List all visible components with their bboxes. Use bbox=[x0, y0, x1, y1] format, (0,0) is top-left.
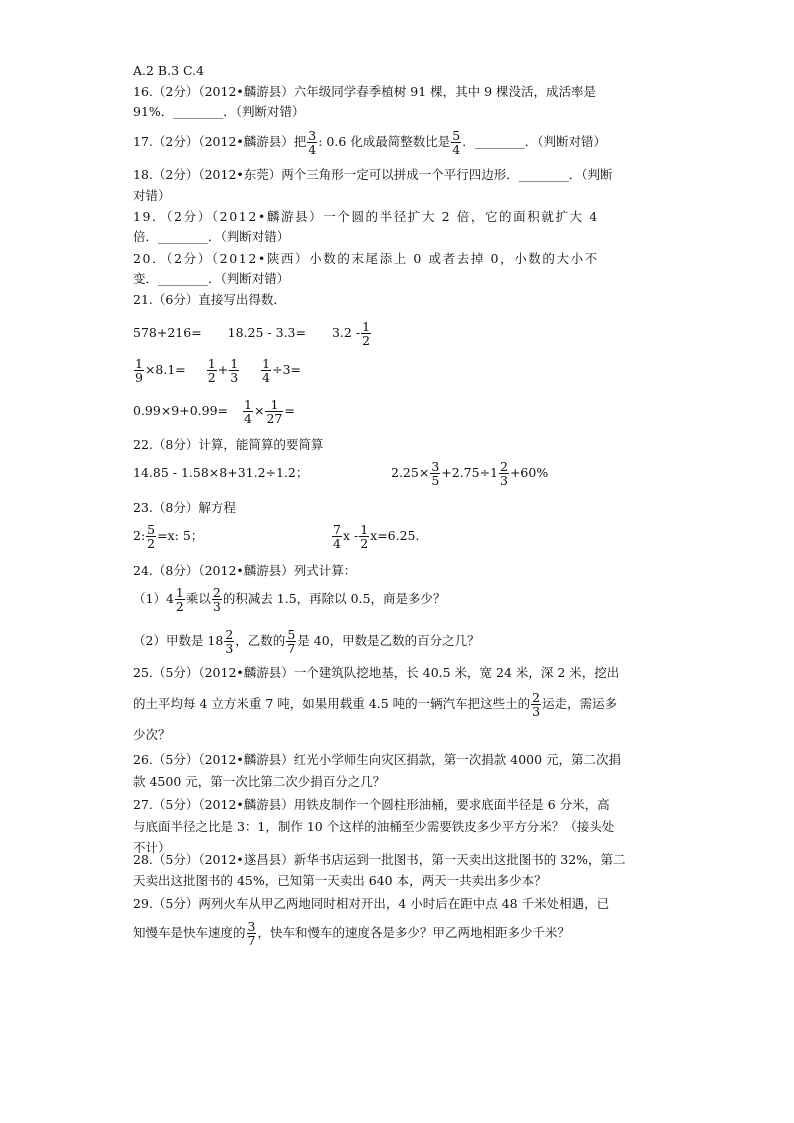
q29-line1: 29.（5分）两列火车从甲乙两地同时相对开出，4 小时后在距中点 48 千米处相遇，已 bbox=[133, 896, 610, 911]
q21-item-8-fraction-b: $\frac{1}{27}$ bbox=[266, 397, 283, 426]
q28-line1: 28.（5分）（2012•遂昌县）新华书店运到一批图书，第一天卖出这批图书的 32%，第二 bbox=[133, 852, 626, 867]
q25-line3: 少次？ bbox=[133, 727, 171, 742]
q23-fraction-c: $\frac{1}{2}$ bbox=[360, 522, 369, 551]
q18-line2: 对错） bbox=[133, 188, 171, 203]
q23-equation-1: 2: $\frac{5}{2}$ =x: 5； bbox=[133, 522, 204, 551]
q25-line1: 25.（5分）（2012•麟游县）一个建筑队挖地基，长 40.5 米，宽 24 米，深 2 米，挖出 bbox=[133, 665, 620, 680]
q22-title: 22.（8分）计算，能简算的要简算 bbox=[133, 437, 324, 452]
q28-line2: 天卖出这批图书的 45%，已知第一天卖出 640 本，两天一共卖出多少本？ bbox=[133, 873, 547, 888]
q23-fraction-b: $\frac{7}{4}$ bbox=[333, 522, 341, 551]
q21-title: 21.（6分）直接写出得数． bbox=[133, 292, 286, 307]
q21-item-3: 3.2 - bbox=[331, 325, 361, 340]
q17-line bbox=[133, 127, 606, 157]
q20-line2: 变．________．（判断对错） bbox=[133, 271, 290, 286]
q23-equation-2: $\frac{7}{4}$ x - $\frac{1}{2}$ x=6.25． bbox=[333, 522, 429, 551]
q24-fraction-d: $\frac{5}{7}$ bbox=[287, 627, 296, 656]
q21-row2 bbox=[133, 355, 301, 385]
q22-fraction-a: $\frac{3}{5}$ bbox=[431, 459, 440, 488]
q24-title: 24.（8分）（2012•麟游县）列式计算： bbox=[133, 563, 357, 578]
q19-line1: 19．（2分）（2012•麟游县）一个圆的半径扩大 2 倍，它的面积就扩大 4 bbox=[133, 209, 599, 224]
q21-item-8-equals: = bbox=[284, 403, 295, 418]
q21-item-8-fraction-a: $\frac{1}{4}$ bbox=[244, 397, 252, 426]
q25-fraction: $\frac{2}{3}$ bbox=[532, 690, 541, 719]
q21-item-7: 0.99×9+0.99= bbox=[133, 403, 229, 418]
q21-item-1: 578+216= bbox=[133, 325, 202, 340]
q25-line2: 的土平均每 4 立方米重 7 吨，如果用载重 4.5 吨的一辆汽车把这些土的 $\frac{2}{3}$ 运走，需运多 bbox=[133, 690, 618, 719]
q27-line2: 与底面半径之比是 3：1，制作 10 个这样的油桶至少需要铁皮多少平方分米？（接头处 bbox=[133, 819, 615, 834]
q20-line1: 20．（2分）（2012•陕西）小数的末尾添上 0 或者去掉 0，小数的大小不 bbox=[133, 251, 599, 266]
q16-line2: 91%．________．（判断对错） bbox=[133, 104, 305, 119]
q21-item-2: 18.25 - 3.3= bbox=[227, 325, 306, 340]
q24-fraction-b: $\frac{2}{3}$ bbox=[212, 585, 221, 614]
q18-line1: 18.（2分）（2012•东莞）两个三角形一定可以拼成一个平行四边形．________．（判断 bbox=[133, 167, 613, 182]
q22-fraction-b: $\frac{2}{3}$ bbox=[500, 459, 508, 488]
q21-item-5-operator: + bbox=[217, 362, 229, 377]
q24-part-2: （2）甲数是 18 $\frac{2}{3}$ ，乙数的 $\frac{5}{7}$ 是 40，甲数是乙数的百分之几？ bbox=[133, 627, 480, 656]
q21-item-3-fraction: $\frac{1}{2}$ bbox=[362, 319, 371, 348]
q19-line2: 倍．________．（判断对错） bbox=[133, 229, 290, 244]
q29-fraction: $\frac{3}{7}$ bbox=[247, 919, 256, 948]
q17-prefix: 17.（2分）（2012•麟游县）把 bbox=[133, 134, 307, 149]
q21-item-4: ×8.1= bbox=[144, 362, 186, 377]
q24-fraction-c: $\frac{2}{3}$ bbox=[225, 627, 234, 656]
q21-item-5-fraction-b: $\frac{1}{3}$ bbox=[230, 356, 239, 385]
q22-expression-2: 2.25× $\frac{3}{5}$ +2.75÷1 $\frac{2}{3}$ +60% bbox=[391, 459, 549, 488]
q23-fraction-a: $\frac{5}{2}$ bbox=[147, 522, 156, 551]
q16-line1: 16.（2分）（2012•麟游县）六年级同学春季植树 91 棵，其中 9 棵没活，成活率是 bbox=[133, 84, 597, 99]
q26-line1: 26.（5分）（2012•麟游县）红光小学师生向灾区捐款，第一次捐款 4000 元，第二次捐 bbox=[133, 752, 622, 767]
q21-item-4-fraction: $\frac{1}{9}$ bbox=[135, 356, 143, 385]
q29-line2: 知慢车是快车速度的 $\frac{3}{7}$ ，快车和慢车的速度各是多少？甲乙两地相距多少千米？ bbox=[133, 919, 570, 948]
q24-fraction-a: $\frac{1}{2}$ bbox=[175, 585, 184, 614]
q21-item-8-operator: × bbox=[254, 403, 265, 418]
q17-suffix: ．________．（判断对错） bbox=[462, 134, 606, 149]
q27-line3: 不计） bbox=[133, 840, 171, 855]
q21-row3 bbox=[133, 396, 295, 426]
q17-fraction-a: $\frac{3}{4}$ bbox=[308, 128, 317, 157]
q27-line1: 27.（5分）（2012•麟游县）用铁皮制作一个圆柱形油桶，要求底面半径是 6 分米，高 bbox=[133, 797, 610, 812]
q21-row1 bbox=[133, 318, 372, 348]
q24-part-1: （1）4 $\frac{1}{2}$ 乘以 $\frac{2}{3}$ 的积减去 1.5，再除以 0.5，商是多少？ bbox=[133, 585, 446, 614]
q17-fraction-b: $\frac{5}{4}$ bbox=[452, 128, 461, 157]
q21-item-5-fraction-a: $\frac{1}{2}$ bbox=[207, 356, 216, 385]
q22-expression-1: 14.85 - 1.58×8+31.2÷1.2； bbox=[133, 465, 309, 480]
q26-line2: 款 4500 元，第一次比第二次少捐百分之几？ bbox=[133, 774, 386, 789]
q21-item-6: ÷3= bbox=[272, 362, 302, 377]
q21-item-6-fraction: $\frac{1}{4}$ bbox=[262, 356, 271, 385]
q15-options: A.2 B.3 C.4 bbox=[133, 63, 205, 78]
q23-title: 23.（8分）解方程 bbox=[133, 500, 236, 515]
q17-middle: : 0.6 化成最简整数比是 bbox=[318, 134, 451, 149]
